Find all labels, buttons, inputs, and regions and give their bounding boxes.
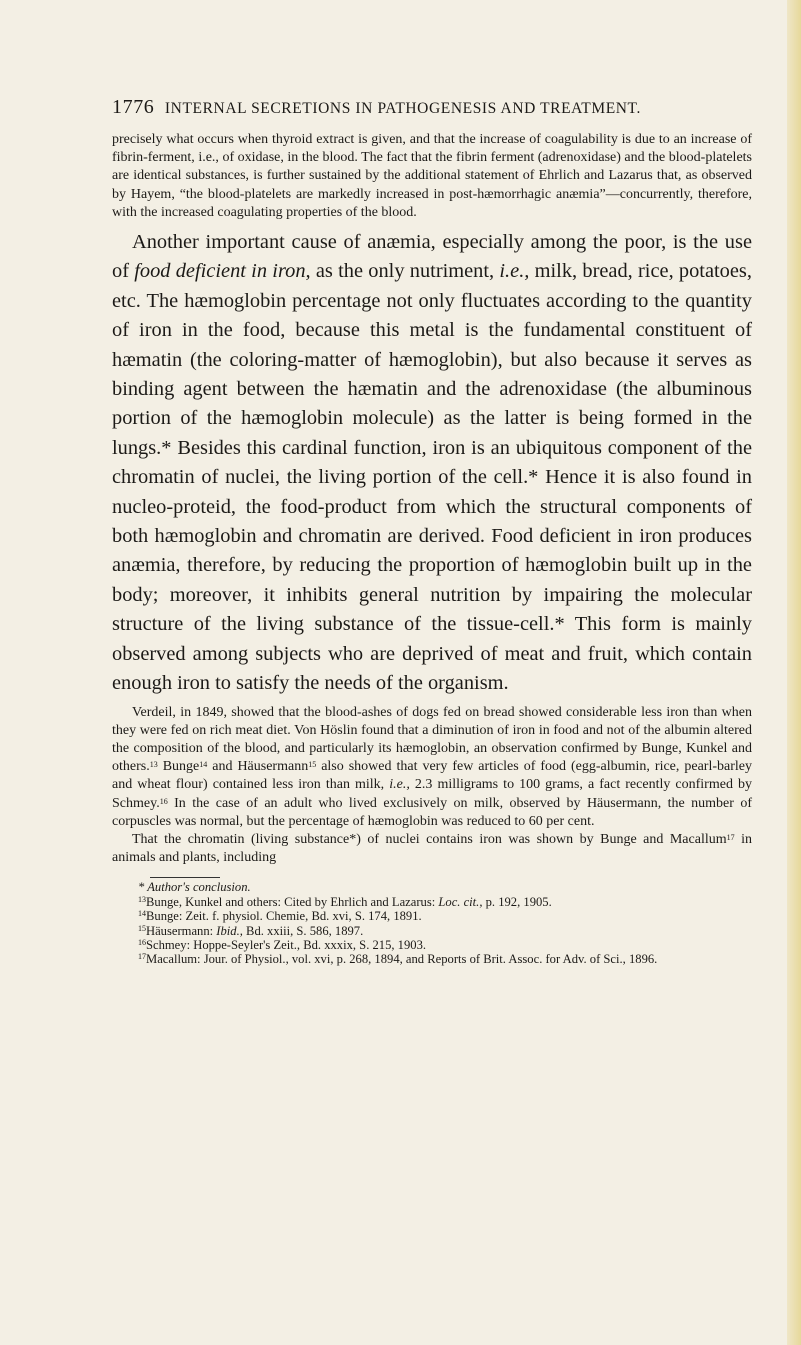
footnote-author [112, 880, 752, 894]
footnote-17 [112, 952, 752, 966]
footnote-15 [112, 924, 752, 938]
footnote-16-number: 16 [138, 937, 146, 947]
footnote-14-number: 14 [138, 909, 146, 919]
sp1-emphasis: i.e., [389, 777, 410, 793]
footnote-15-a: Häusermann: [146, 923, 217, 938]
footnote-13 [112, 895, 752, 909]
footnotes [112, 880, 752, 966]
ref-15: 15 [308, 760, 317, 770]
main-text-3: milk, bread, rice, potatoes, etc. The hæmoglobin percentage not only fluctuates according to the quantity of iron in the food, because this metal is the fundamental constituent of hæmatin (the coloring-matter of hæmoglobin), but also because it serves as binding agent between the hæmatin and the adrenoxidase (the albuminous portion of the hæmoglobin molecule) as the latter is being formed in the lungs.* Besides this cardinal function, iron is an ubiquitous component of the chromatin of nuclei, the living portion of the cell.* Hence it is also found in nucleo-proteid, the food-product from which the structural components of both hæmoglobin and chromatin are derived. Food deficient in iron produces anæmia, therefore, by reducing the proportion of hæmoglobin built up in the body; moreover, it inhibits general nutrition by impairing the molecular structure of the living substance of the tissue-cell.* This form is mainly observed among subjects who are deprived of meat and fruit, which contain enough iron to satisfy the needs of the organism. [112, 260, 752, 695]
sp1-b: Bunge [157, 759, 200, 775]
main-paragraph-text [112, 228, 752, 699]
footnote-15-emphasis: Ibid., [216, 923, 243, 938]
page-number: 1776 [112, 96, 155, 118]
footnote-13-b: p. 192, 1905. [482, 894, 552, 909]
ref-13: 13 [149, 760, 158, 770]
small-paragraph-2-text [112, 831, 752, 867]
small-paragraph-2 [112, 831, 752, 867]
sp2-a: That the chromatin (living substance*) of nuclei contains iron was shown by Bunge and Macallum [132, 831, 727, 847]
main-text-2: as the only nutriment, [310, 260, 500, 283]
main-emphasis-1: food deficient in iron, [134, 260, 311, 283]
footnote-13-a: Bunge, Kunkel and others: Cited by Ehrlich and Lazarus: [146, 894, 439, 909]
top-paragraph-text: precisely what occurs when thyroid extract is given, and that the increase of coagulability is due to an increase of fibrin-ferment, i.e., of oxidase, in the blood. The fact that the fibrin ferment (adrenoxidase) and the blood-platelets are identical substances, is further sustained by the additional statement of Ehrlich and Lazarus that, as observed by Hayem, “the blood-platelets are markedly increased in post-hæmorrhagic anæmia”—concurrently, therefore, with the increased coagulating properties of the blood. [112, 132, 752, 220]
sp1-f: 2.3 milligrams to 100 grams, a fact recently confirmed by Schmey. [112, 777, 752, 811]
footnote-author-text: * Author's conclusion. [138, 880, 251, 895]
footnote-13-emphasis: Loc. cit., [438, 894, 483, 909]
ref-16: 16 [159, 796, 168, 806]
small-paragraph-1-text [112, 704, 752, 831]
sp1-g: In the case of an adult who lived exclusively on milk, observed by Häusermann, the number of corpuscles was normal, but the percentage of hæmoglobin was reduced to 60 per cent. [112, 795, 752, 829]
footnote-17-number: 17 [138, 952, 146, 962]
sp1-c: and Häusermann [207, 759, 309, 775]
main-text-1: Another important cause of anæmia, especially among the poor, is the use of [112, 231, 752, 283]
running-title: INTERNAL SECRETIONS IN PATHOGENESIS AND TREATMENT. [164, 100, 641, 117]
ref-17: 17 [726, 832, 735, 842]
sp1-a: Verdeil, in 1849, showed that the blood-ashes of dogs fed on bread showed considerable less iron than when they were fed on rich meat diet. Von Höslin found that a diminution of iron in food and not of the albumin altered the composition of the blood, and particularly its hæmoglobin, an observation confirmed by Bunge, Kunkel and others. [112, 704, 752, 775]
footnote-15-b: Bd. xxiii, S. 586, 1897. [242, 923, 364, 938]
ref-14: 14 [199, 760, 208, 770]
footnote-14 [112, 909, 752, 923]
book-page [112, 96, 752, 967]
sp2-b: in animals and plants, including [112, 831, 752, 866]
main-paragraph [112, 228, 752, 699]
footnote-rule [150, 877, 220, 878]
top-paragraph [112, 131, 752, 222]
footnote-14-text: Bunge: Zeit. f. physiol. Chemie, Bd. xvi, S. 174, 1891. [146, 909, 422, 924]
small-paragraph-1 [112, 704, 752, 831]
footnote-13-number: 13 [138, 894, 146, 904]
sp1-d: also showed that very few articles of food (egg-albumin, rice, pearl-barley and wheat flour) contained less iron than milk, [112, 759, 752, 793]
footnote-15-number: 15 [138, 923, 146, 933]
footnote-17-text: Macallum: Jour. of Physiol., vol. xvi, p. 268, 1894, and Reports of Brit. Assoc. for Adv. of Sci., 1896. [146, 952, 658, 967]
main-emphasis-2: i.e., [499, 260, 530, 283]
page-edge [787, 0, 801, 1345]
footnote-16-text: Schmey: Hoppe-Seyler's Zeit., Bd. xxxix, S. 215, 1903. [146, 937, 427, 952]
running-header [112, 96, 752, 119]
footnote-16 [112, 938, 752, 952]
